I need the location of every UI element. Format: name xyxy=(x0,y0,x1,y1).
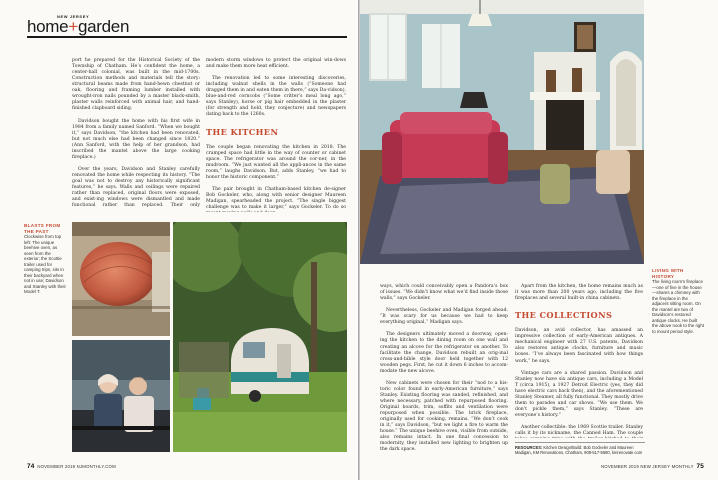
paragraph: Davidson bought the home with his first wife in 1984 from a family named Sanford. “When we bought it,” says Davidson, “the kitchen had been renovated, but not much else had been changed since 1820.” (Ann Sanford, with the help of her grandson, had inscribed the mantel above the large cooking fireplace.) xyxy=(72,118,200,160)
section-heading-kitchen: THE KITCHEN xyxy=(206,126,279,137)
photo-beehive-oven xyxy=(72,222,170,336)
photo-caption-right xyxy=(652,268,704,334)
paragraph: modern storm windows to protect the original win-dows and make them more heat efficient. xyxy=(206,58,346,70)
masthead xyxy=(27,14,347,36)
body-column-4 xyxy=(515,278,643,438)
paragraph: Apart from the kitchen, the home remains much as it was more than 200 years ago, including the five fireplaces and several built-in china cabinets. xyxy=(515,284,643,302)
masthead-title: home+garden xyxy=(27,17,130,36)
paragraph: The couple began renovating the kitchen in 2018. The cramped space had little in the way of counter or cabinet space. The refrigerator was around the cor-ner, in the mudroom. “We just wanted all the appli-ances in the same room,” laughs Davidson. But, adds Stanley, “we had to honor the historic component.” xyxy=(206,144,346,180)
resources-body: Kitchen Design/Build: Bob Gockeler and Maureen Madigan, KM Renovations, Chatham, 908-517-5580, kmrenovate.com xyxy=(515,445,643,456)
photo-caption-left xyxy=(24,223,66,295)
body-column-1 xyxy=(72,52,200,207)
caption-body: The living room’s fireplace—one of five in the house—shares a chimney with the fireplace in the adjacent sitting room. On the mantel are two of Davidson’s restored antique clocks. He built the above nook to the right to mount period style. xyxy=(652,279,704,334)
caption-body: Clockwise from top left: The unique beehive oven, as seen from the exterior; the Scottie trailer used for camping trips, sits in their backyard when not in use; Davidson and Stanley with their Model T. xyxy=(24,234,66,295)
paragraph: Another collectible: the 1969 Scottie trailer. Stanley calls it by its nickname, the Canned Ham. The couple xyxy=(515,425,643,438)
paragraph: Vintage cars are a shared passion. Davidson and Stanley now have six antique cars, including a Model T (circa 1915), a 1927 Detroit Electric (yes, they did have electric cars back then), and the aforementioned Stanley Steamer, all fully functional. They mostly drive them to parades and car shows. “We use them. We don’t pickle them,” says Stanley. “These are everyone’s history.” xyxy=(515,370,643,418)
footer-left xyxy=(27,463,116,470)
paragraph: Nevertheless, Gockeler and Madigan forged ahead. “It was scary for us because we had to keep everything original,” Madigan says. xyxy=(380,308,508,326)
paragraph: The renovation led to some interesting discoveries, including walnut shells in the walls (“Someone had dragged them in and eaten them in there,” says Da-vidson), blue-and-red corncobs (“Some critter’s meal long ago,” says Stanley), horse or pig hair embedded in the plaster (for strength and hold, they conjecture) and newspapers dating back to the 1260s. xyxy=(206,76,346,118)
page-number-left: 74 xyxy=(27,463,35,470)
photo-living-room xyxy=(360,0,644,264)
paragraph: port he prepared for the Historical Society of the Township of Chatham. He’s confident the home, a center-hall colonial, was built in the mid-1700s. Construction methods and materials tell the story: structural beams made from hand-hewn chestnut or oak, flooring and framing lumber installed with wrought-iron nails pounded by a master black-smith, plaster walls reinforced with animal hair, and hand-finished clapboard siding. xyxy=(72,58,200,112)
paragraph: ways, which could conceivably open a Pandora’s box of issues. “We didn’t know what we’d find inside those walls,” says Gockeler. xyxy=(380,284,508,302)
body-column-3 xyxy=(380,278,508,454)
resources-box xyxy=(515,442,645,455)
beehive-oven-image xyxy=(72,222,170,336)
footer-issue-left: NOVEMBER 2019 NJMONTHLY.COM xyxy=(37,464,116,469)
masthead-rule xyxy=(27,36,347,38)
paragraph: The pair brought in Chatham-based kitchen de-signer Bob Gockeler, who, along with senior designer Maureen Madigan, spearheaded the project. “The single biggest challenge was to make it larger,” says Gockeler. To do so xyxy=(206,186,346,211)
paragraph: The designers ultimately moved a doorway, open-ing the kitchen to the dining room on one wall and creating an alcove for the refrigerator on another. To facilitate the change, Davidson rebuilt an orig-inal cross-and-bible style door held together with 12 wooden pegs. First, he cut it down 6 inches to accom-modate the new alcove. xyxy=(380,332,508,374)
masthead-region: NEW JERSEY xyxy=(57,14,90,19)
living-room-image xyxy=(360,0,644,264)
resources-heading: RESOURCES: xyxy=(515,445,543,450)
trailer-backyard-image xyxy=(173,222,347,452)
left-page xyxy=(0,0,358,480)
right-page xyxy=(360,0,718,480)
paragraph: Davidson, an avid collector, has amassed an impressive collection of early-American antiques. A mechanical engineer with 27 U.S. patents, Davidson also restores antique clocks, furniture and music boxes. “I’ve always been fascinated with how things work,” he says. xyxy=(515,328,643,364)
caption-heading: LIVING WITH HISTORY xyxy=(652,268,684,279)
caption-heading: BLASTS FROM THE PAST xyxy=(24,223,61,234)
footer-issue-right: NOVEMBER 2019 NEW JERSEY MONTHLY xyxy=(601,464,694,469)
body-column-2 xyxy=(206,52,346,212)
section-heading-collections: THE COLLECTIONS xyxy=(515,310,613,321)
paragraph: Over the years, Davidson and Stanley carefully renovated the home while respecting its history. “The goal was not to destroy any historically significant features,” he says. Walls and ceilings were repaired rather than replaced, original floors were exposed, and exist-ing windows were dismantled and made functional rather than replaced. Their only xyxy=(72,166,200,207)
footer-right xyxy=(601,463,704,470)
paragraph: New cabinets were chosen for their “nod to a his-toric color found in early-American furniture,” says Stanley. Existing flooring was sanded, refinished, and where necessary, patched with repurposed flooring. Original boards, trim, soffits and ventilation were repurposed when possible. The brick fireplace, originally used for cooking, remains. “We don’t cook in it,” says Davidson, “but we light a fire to warm the house.” The unique beehive oven, visible from outside, also remains intact. In one final concession to modernity, they installed new lighting to brighten up the dark space. xyxy=(380,380,508,453)
photo-couple-model-t xyxy=(72,340,170,452)
photo-scottie-trailer xyxy=(173,222,347,452)
couple-model-t-image xyxy=(72,340,170,452)
page-number-right: 75 xyxy=(696,463,704,470)
